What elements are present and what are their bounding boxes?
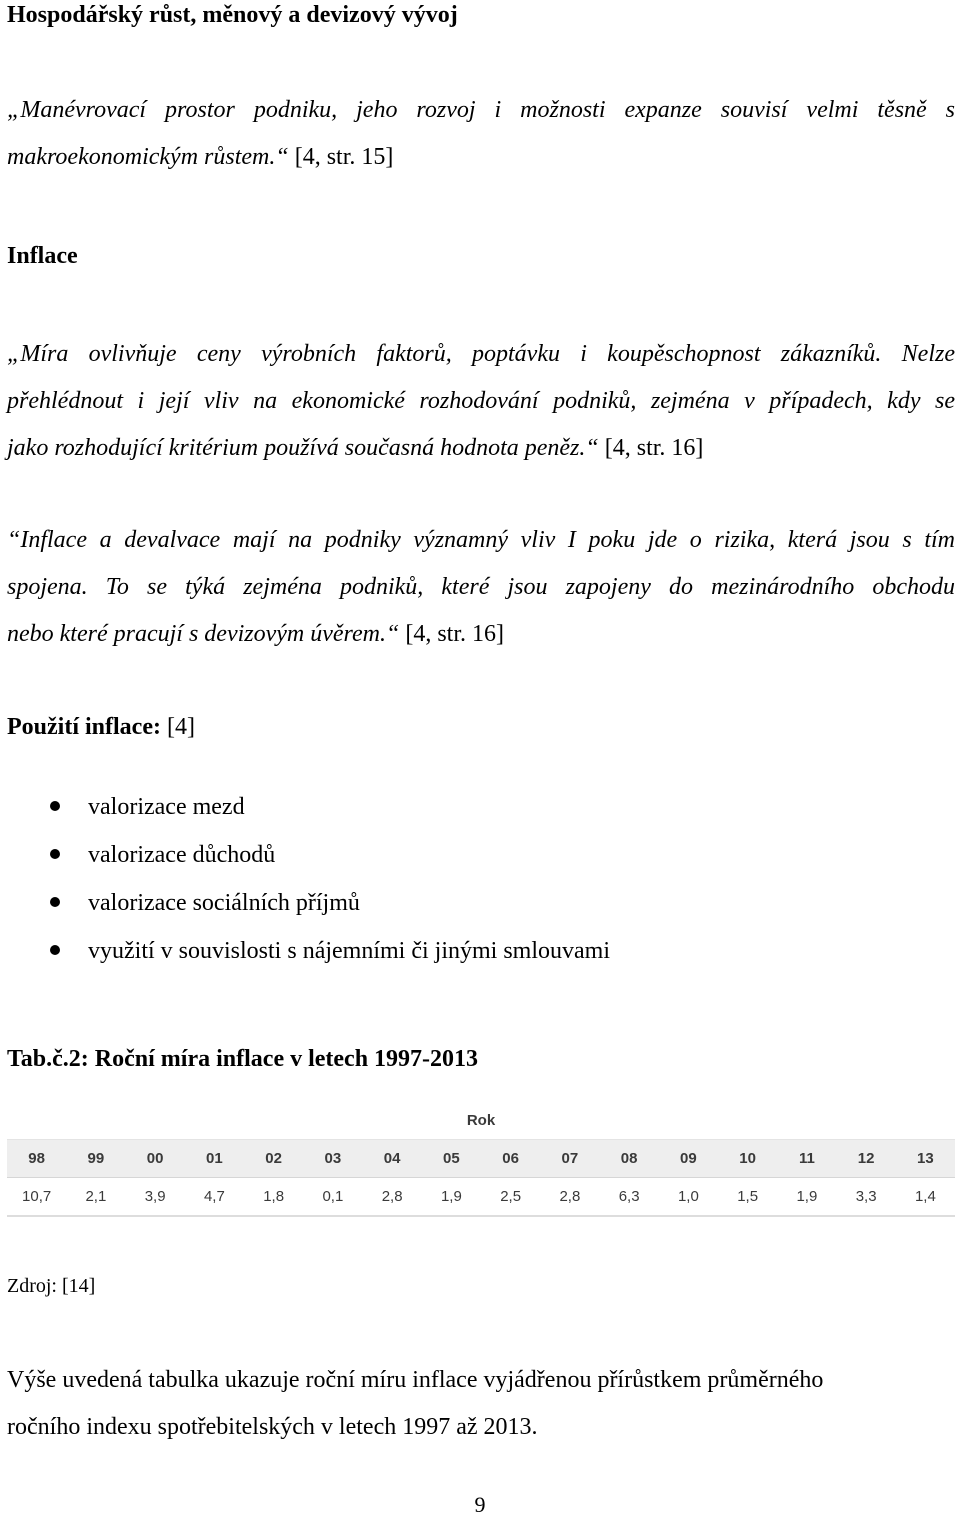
table-header-cell: 99 bbox=[87, 1150, 105, 1167]
table-header-row bbox=[7, 1140, 955, 1177]
table-header-cell: 09 bbox=[680, 1150, 697, 1167]
table-header-cell: 01 bbox=[206, 1150, 223, 1167]
source-note: Zdroj: [14] bbox=[7, 1275, 96, 1297]
bullet-icon bbox=[50, 945, 60, 955]
table-cell: 2,8 bbox=[381, 1188, 403, 1205]
table-header-cell: 10 bbox=[739, 1150, 756, 1167]
table-cell: 1,5 bbox=[737, 1188, 759, 1205]
quote3-line1: “Inflace a devalvace mají na podniky významný vliv I poku jde o rizika, která jsou s tím bbox=[7, 527, 955, 553]
inflation-table bbox=[7, 1102, 955, 1217]
section-heading-inflation: Inflace bbox=[7, 243, 78, 269]
table-header-cell: 12 bbox=[857, 1150, 875, 1167]
table-cell: 1,9 bbox=[440, 1188, 462, 1205]
table-cell: 10,7 bbox=[22, 1188, 52, 1205]
table-cell: 1,8 bbox=[263, 1188, 285, 1205]
quote1-line2 bbox=[7, 134, 393, 181]
table-header-cell: 11 bbox=[798, 1150, 815, 1167]
quote2-line3-text: jako rozhodující kritérium používá současná hodnota peněz.“ bbox=[7, 435, 599, 461]
quote1-line1: „Manévrovací prostor podniku, jeho rozvoj i možnosti expanze souvisí velmi těsně s bbox=[7, 97, 955, 123]
table-cell: 3,9 bbox=[144, 1188, 166, 1205]
table-cell: 3,3 bbox=[855, 1188, 877, 1205]
table-cell: 2,8 bbox=[559, 1188, 581, 1205]
table-header-cell: 07 bbox=[561, 1150, 579, 1167]
list-item-text: valorizace sociálních příjmů bbox=[88, 890, 360, 916]
table-header-cell: 02 bbox=[265, 1150, 282, 1167]
bullet-icon bbox=[50, 801, 60, 811]
quote2-line2: přehlédnout i její vliv na ekonomické rozhodování podniků, zejména v případech, kdy se bbox=[7, 388, 955, 414]
table-header-cell: 06 bbox=[502, 1150, 519, 1167]
table-cell: 6,3 bbox=[618, 1188, 640, 1205]
table-row bbox=[7, 1178, 955, 1217]
quote1-line2-text: makroekonomickým růstem.“ bbox=[7, 144, 289, 170]
table-header-cell: 05 bbox=[443, 1150, 460, 1167]
summary-line2: ročního indexu spotřebitelských v letech 1997 až 2013. bbox=[7, 1414, 538, 1440]
page-number: 9 bbox=[474, 1492, 486, 1517]
table-header-cell: 04 bbox=[383, 1150, 401, 1167]
table-group-header bbox=[7, 1102, 955, 1139]
bullet-icon bbox=[50, 849, 60, 859]
table-group-label: Rok bbox=[466, 1112, 496, 1129]
table-header-cell: 08 bbox=[620, 1150, 638, 1167]
quote2-reference: [4, str. 16] bbox=[604, 435, 704, 461]
list-item-text: valorizace důchodů bbox=[88, 842, 276, 868]
table-cell: 1,9 bbox=[796, 1188, 818, 1205]
list-item-text: využití v souvislosti s nájemními či jinými smlouvami bbox=[88, 938, 610, 964]
usage-heading-label: Použití inflace: bbox=[7, 714, 161, 740]
table-header-cell: 98 bbox=[28, 1150, 45, 1167]
table-header-cell: 03 bbox=[324, 1150, 342, 1167]
quote2-line1: „Míra ovlivňuje ceny výrobních faktorů, poptávku i koupěschopnost zákazníků. Nelze bbox=[7, 341, 955, 367]
summary-line1: Výše uvedená tabulka ukazuje roční míru inflace vyjádřenou přírůstkem průměrného bbox=[7, 1367, 824, 1393]
usage-heading bbox=[7, 704, 195, 751]
table-cell: 2,1 bbox=[85, 1188, 107, 1205]
table-cell: 1,0 bbox=[677, 1188, 699, 1205]
quote3-line3 bbox=[7, 611, 504, 658]
table-header-cell: 13 bbox=[917, 1150, 934, 1167]
table-cell: 1,4 bbox=[914, 1188, 936, 1205]
usage-heading-reference: [4] bbox=[166, 714, 195, 740]
quote3-line2: spojena. To se týká zejména podniků, které jsou zapojeny do mezinárodního obchodu bbox=[7, 574, 955, 600]
table-cell: 2,5 bbox=[500, 1188, 522, 1205]
quote2-line3 bbox=[7, 425, 703, 472]
quote3-line3-text: nebo které pracují s devizovým úvěrem.“ bbox=[7, 621, 400, 647]
bullet-icon bbox=[50, 897, 60, 907]
list-item-text: valorizace mezd bbox=[88, 794, 245, 820]
table-header-cell: 00 bbox=[146, 1150, 164, 1167]
quote3-reference: [4, str. 16] bbox=[405, 621, 504, 647]
table-cell: 0,1 bbox=[322, 1188, 344, 1205]
quote1-reference: [4, str. 15] bbox=[294, 144, 394, 170]
table-caption: Tab.č.2: Roční míra inflace v letech 1997-2013 bbox=[7, 1046, 479, 1072]
table-cell: 4,7 bbox=[203, 1188, 225, 1205]
section-heading-growth: Hospodářský růst, měnový a devizový vývoj bbox=[7, 2, 458, 28]
